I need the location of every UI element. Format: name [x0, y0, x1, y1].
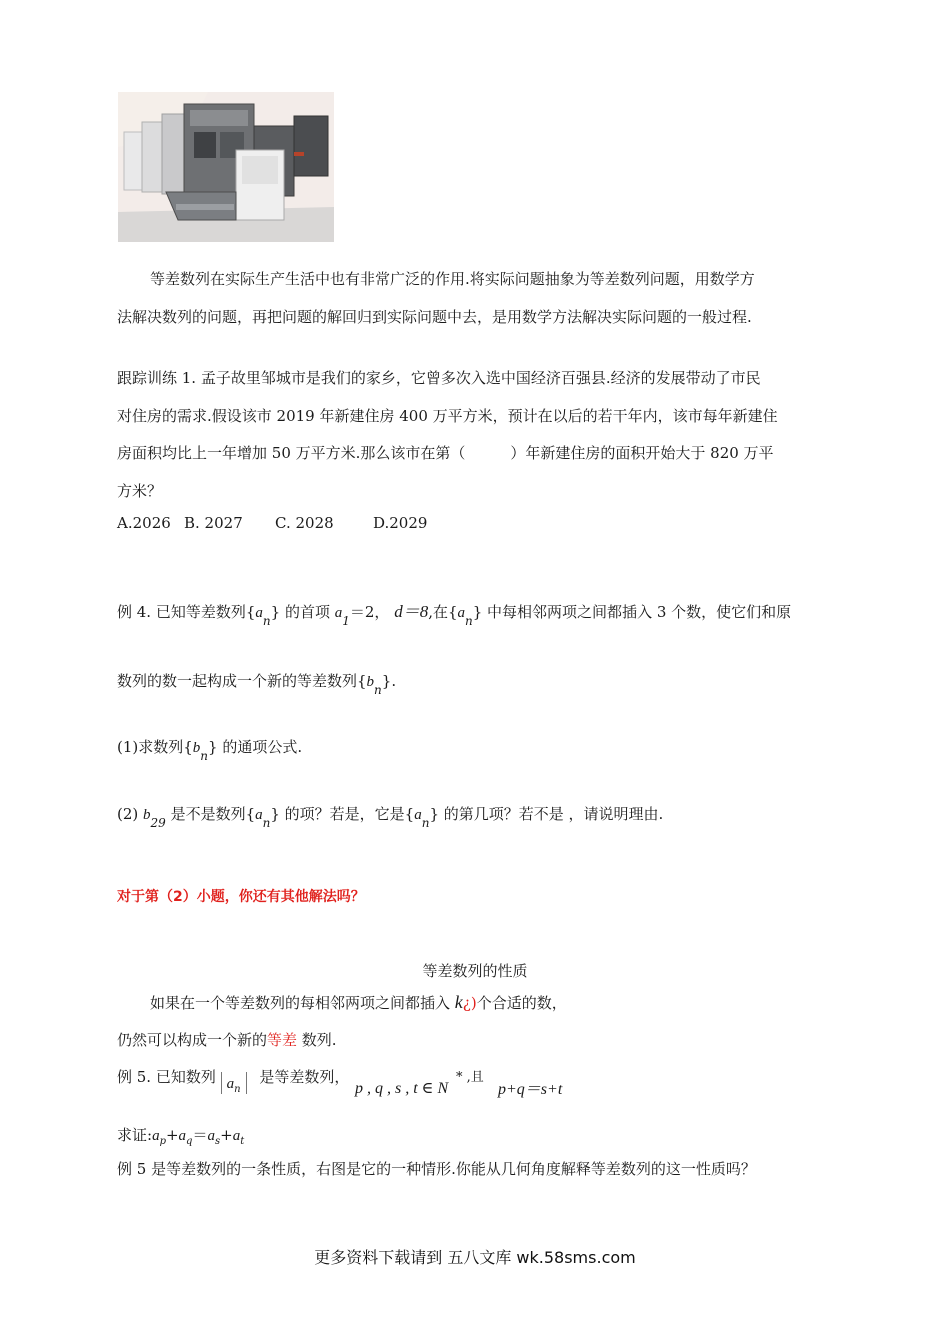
example5-vars: p , q , s , t ∈ N — [355, 1080, 449, 1097]
text: } 的项？若是，它是{ — [270, 805, 415, 823]
exercise1-line-1: 跟踪训练 1. 孟子故里邹城市是我们的家乡，它曾多次入选中国经济百强县.经济的发展带动了市民 — [117, 369, 761, 387]
text: }. — [381, 672, 397, 690]
math-operator: + — [220, 1126, 233, 1144]
text: 求证: — [117, 1126, 153, 1144]
math-var: a — [457, 605, 466, 621]
math-subscript: q — [186, 1136, 193, 1147]
example5-prove — [117, 1124, 244, 1145]
math-var: b — [366, 674, 375, 690]
text: (1)求数列{ — [117, 738, 193, 756]
exercise1-option-d: D.2029 — [373, 514, 428, 532]
math-subscript: n — [262, 614, 271, 628]
property-title: 等差数列的性质 — [422, 962, 528, 980]
text: (2) — [117, 805, 144, 823]
math-var: a — [178, 1128, 187, 1144]
example5-note: 例 5 是等差数列的一条性质，右图是它的一种情形.你能从几何角度解释等差数列的这一性质吗？ — [117, 1160, 756, 1178]
math-operator: + — [165, 1126, 179, 1144]
math-var: b — [192, 740, 201, 756]
example5-star-and: * ,且 — [456, 1070, 484, 1085]
example4-line-2 — [117, 670, 397, 697]
math-subscript: t — [240, 1136, 245, 1147]
math-var: a — [226, 1076, 235, 1092]
math-subscript: n — [374, 683, 382, 697]
sequence-bracket — [221, 1072, 247, 1094]
math-subscript: n — [465, 614, 473, 628]
math-subscript: n — [200, 749, 209, 763]
text: } 的首项 — [270, 603, 330, 621]
text: 是等差数列， — [259, 1068, 350, 1086]
exercise1-option-c: C. 2028 — [275, 514, 334, 532]
math-var: b — [143, 807, 151, 823]
math-error-glyph: ¿) — [462, 994, 477, 1012]
example4-question-2 — [117, 803, 664, 830]
text: ＝2， — [349, 603, 390, 621]
text: } 中每相邻两项之间都插入 3 个数，使它们和原 — [472, 603, 792, 621]
math-operator: ＝ — [192, 1126, 208, 1144]
example5-line-1 — [117, 1066, 349, 1094]
math-subscript: n — [234, 1084, 241, 1095]
text: 个合适的数， — [476, 994, 567, 1012]
exercise1-line-2: 对住房的需求.假设该市 2019 年新建住房 400 万平方米，预计在以后的若干年内，该市每年新建住 — [117, 407, 778, 425]
text: 例 5. 已知数列 — [117, 1068, 216, 1086]
math-subscript: 1 — [342, 614, 350, 628]
math-var: a — [232, 1128, 241, 1144]
example4-question-1 — [117, 736, 303, 763]
text: 仍然可以构成一个新的 — [117, 1031, 268, 1049]
math-var: a — [414, 807, 422, 823]
intro-line-2: 法解决数列的问题，再把问题的解回归到实际问题中去，是用数学方法解决实际问题的一般过程. — [117, 308, 752, 326]
exercise1-line-3: 房面积均比上一年增加 50 万平方米.那么该市在第（ ）年新建住房的面积开始大于 820 万平 — [117, 444, 774, 462]
text: } 的第几项？若不是 ，请说明理由. — [429, 805, 664, 823]
footer-link[interactable]: 更多资料下载请到 五八文库 wk.58sms.com — [314, 1248, 636, 1267]
text: 如果在一个等差数列的每相邻两项之间都插入 — [150, 994, 451, 1012]
math-var: a — [255, 807, 263, 823]
text: } 的通项公式. — [208, 738, 303, 756]
example4-line-1 — [117, 597, 792, 628]
printing-press-photo — [118, 92, 334, 242]
exercise1-option-a: A.2026 — [117, 514, 171, 532]
math-var: a — [255, 605, 263, 621]
property-line-2 — [117, 1029, 337, 1050]
text: 数列. — [297, 1031, 337, 1049]
exercise1-line-4: 方米？ — [117, 482, 163, 500]
exercise1-option-b: B. 2027 — [184, 514, 243, 532]
example5-condition: p+q＝s+t — [498, 1081, 563, 1098]
text: 是不是数列{ — [165, 805, 256, 823]
text: 数列的数一起构成一个新的等差数列{ — [117, 672, 367, 690]
math-expression: d＝8 — [394, 602, 429, 621]
math-var: a — [207, 1128, 215, 1144]
math-subscript: n — [421, 816, 430, 830]
intro-line-1: 等差数列在实际生产生活中也有非常广泛的作用.将实际问题抽象为等差数列问题，用数学方 — [150, 270, 755, 288]
math-var: a — [152, 1128, 160, 1144]
highlight-question: 对于第（2）小题，你还有其他解法吗？ — [117, 889, 365, 905]
math-subscript: n — [262, 816, 271, 830]
highlighted-term: 等差 — [267, 1031, 298, 1049]
math-subscript: 29 — [150, 816, 166, 830]
text: ,在{ — [428, 603, 458, 621]
math-var: k — [454, 992, 463, 1012]
math-subscript: p — [159, 1136, 166, 1147]
math-var: a — [334, 605, 343, 621]
text: 例 4. 已知等差数列{ — [117, 603, 256, 621]
property-line-1 — [150, 992, 567, 1013]
math-subscript: s — [214, 1136, 221, 1147]
